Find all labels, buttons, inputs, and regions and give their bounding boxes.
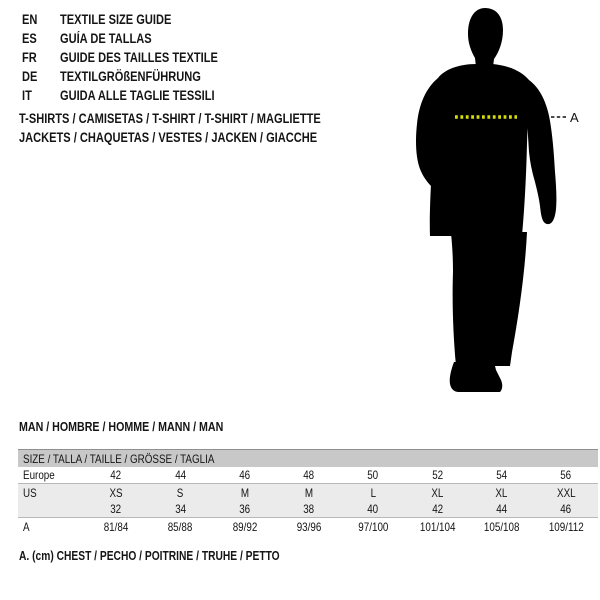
size-cell: 93/96: [296, 519, 322, 534]
size-figure: [408, 4, 598, 404]
size-cell: 38: [303, 502, 315, 516]
language-title: TEXTILGRÖßENFÜHRUNG: [60, 69, 201, 84]
size-cell: 42: [110, 468, 122, 482]
language-code: ES: [22, 31, 37, 46]
language-row-it: [22, 86, 253, 105]
garment-categories: [19, 109, 387, 147]
measure-label-a: A: [570, 110, 579, 125]
size-cell: 101/104: [419, 519, 456, 534]
language-row-fr: [22, 48, 253, 67]
size-cell: XL: [495, 485, 508, 500]
size-cell: XS: [109, 485, 123, 500]
size-cell: M: [240, 485, 249, 500]
table-row-uk: [18, 501, 598, 518]
measurement-footnote: A. (cm) CHEST / PECHO / POITRINE / TRUHE / PETTO: [19, 549, 280, 563]
size-cell: 50: [367, 468, 379, 482]
size-cell: 52: [431, 468, 443, 482]
size-cell: 46: [560, 502, 572, 516]
language-code: DE: [22, 69, 38, 84]
size-cell: M: [304, 485, 313, 500]
language-code: EN: [22, 12, 38, 27]
size-cell: 56: [560, 468, 572, 482]
language-title: GUÍA DE TALLAS: [60, 31, 152, 46]
table-row-us: [18, 484, 598, 501]
row-label: A: [23, 519, 30, 534]
size-cell: 97/100: [358, 519, 389, 534]
section-title-man: MAN / HOMBRE / HOMME / MANN / MAN: [19, 419, 224, 434]
size-cell: 46: [239, 468, 251, 482]
size-cell: 32: [110, 502, 122, 516]
size-cell: 40: [367, 502, 379, 516]
language-row-de: [22, 67, 253, 86]
size-cell: S: [177, 485, 184, 500]
size-cell: 44: [496, 502, 508, 516]
size-cell: 48: [303, 468, 315, 482]
size-cell: L: [370, 485, 376, 500]
size-cell: 85/88: [168, 519, 193, 534]
size-cell: XXL: [556, 485, 576, 500]
language-code: IT: [22, 88, 32, 103]
row-label: Europe: [23, 468, 55, 482]
size-table-header: SIZE / TALLA / TAILLE / GRÖSSE / TAGLIA: [18, 449, 598, 467]
size-cell: 36: [239, 502, 251, 516]
size-cell: XL: [431, 485, 444, 500]
language-title: TEXTILE SIZE GUIDE: [60, 12, 172, 27]
size-cell: 89/92: [232, 519, 257, 534]
man-silhouette: [408, 4, 598, 404]
table-row-europe: [18, 467, 598, 484]
size-cell: 42: [431, 502, 443, 516]
table-row-chest-a: [18, 518, 598, 535]
size-cell: 109/112: [548, 519, 584, 534]
category-tshirts: T-SHIRTS / CAMISETAS / T-SHIRT / T-SHIRT / MAGLIETTE: [19, 111, 321, 126]
language-row-en: [22, 10, 253, 29]
language-title: GUIDE DES TAILLES TEXTILE: [60, 50, 218, 65]
size-cell: 44: [174, 468, 186, 482]
size-cell: 105/108: [483, 519, 520, 534]
size-cell: 34: [174, 502, 186, 516]
language-row-es: [22, 29, 253, 48]
category-jackets: JACKETS / CHAQUETAS / VESTES / JACKEN / GIACCHE: [19, 130, 318, 145]
size-table: [18, 449, 598, 535]
size-cell: 81/84: [103, 519, 129, 534]
row-label: US: [23, 485, 37, 500]
language-title: GUIDA ALLE TAGLIE TESSILI: [60, 88, 215, 103]
size-cell: 54: [496, 468, 508, 482]
language-code: FR: [22, 50, 37, 65]
language-list: [22, 10, 253, 105]
